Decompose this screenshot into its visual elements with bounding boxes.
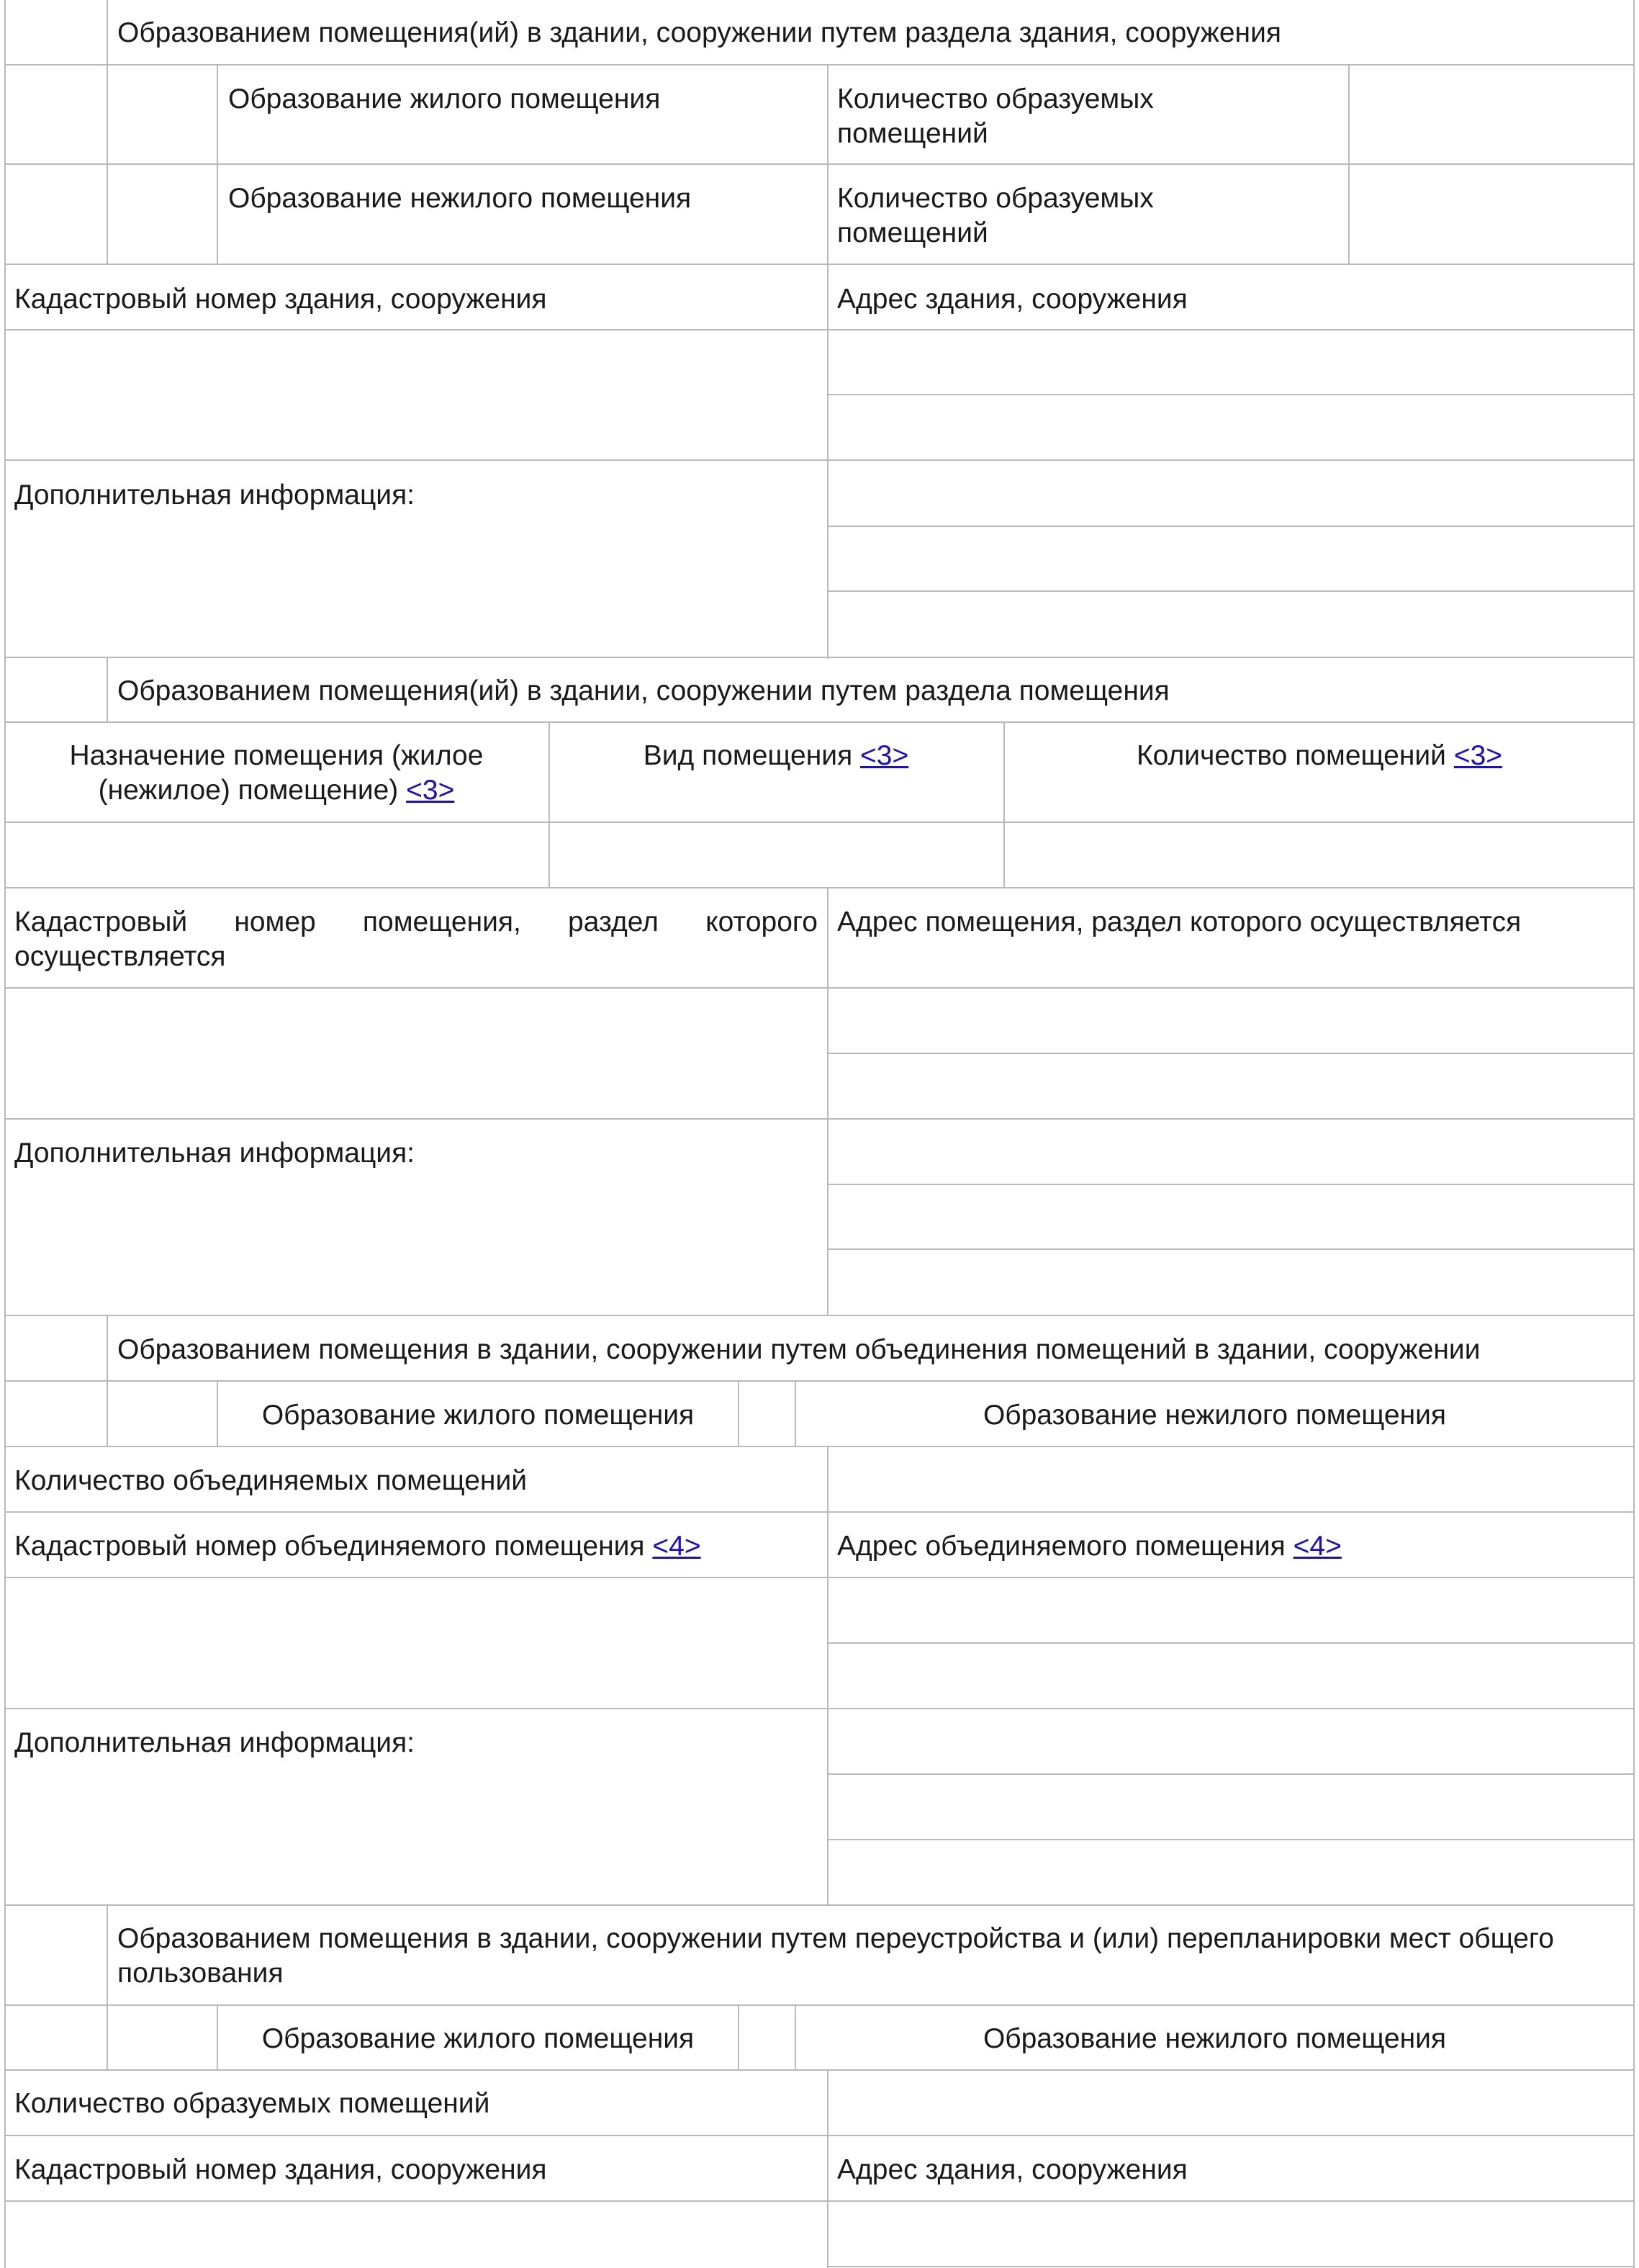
premises-address-label: Адрес помещения, раздел которого осуществляется — [837, 906, 1522, 937]
divider — [827, 887, 828, 1316]
table-border-left — [4, 0, 6, 2268]
divider — [827, 1184, 1635, 1185]
divider — [4, 459, 1635, 461]
section-common-areas-title: Образованием помещения в здании, сооружении путем переустройства и (или) перепланировки мест общего пользования — [117, 1923, 1554, 1989]
merged-cadastral-number-header — [14, 1529, 701, 1564]
divider — [827, 1773, 1635, 1775]
premises-cadastral-number-label: Кадастровый номер помещения, раздел которого осуществляется — [14, 906, 818, 972]
divider — [827, 2266, 1635, 2267]
divider — [827, 590, 1635, 592]
merged-address-label: Адрес объединяемого помещения — [837, 1531, 1286, 1562]
divider — [4, 2069, 1635, 2071]
footnote-link-4[interactable]: <4> — [1293, 1531, 1342, 1562]
divider — [4, 987, 1635, 989]
footnote-link-4[interactable]: <4> — [652, 1531, 701, 1562]
nonresidential-formation-label: Образование нежилого помещения — [983, 2023, 1447, 2054]
residential-formation-label: Образование жилого помещения — [261, 1400, 695, 1431]
nonresidential-formation-label: Образование нежилого помещения — [983, 1400, 1447, 1431]
divider — [4, 657, 1635, 658]
divider — [4, 64, 1635, 66]
divider — [827, 1446, 828, 1905]
divider — [4, 1904, 1635, 1906]
building-cadastral-number-label: Кадастровый номер здания, сооружения — [14, 284, 547, 315]
divider — [827, 2069, 828, 2268]
divider — [827, 1053, 1635, 1054]
section-premises-split-title: Образованием помещения(ий) в здании, сооружении путем раздела помещения — [117, 675, 1170, 706]
additional-info-label: Дополнительная информация: — [14, 1138, 415, 1169]
footnote-link-3[interactable]: <3> — [860, 740, 909, 771]
merged-address-header — [837, 1529, 1342, 1564]
premises-count-label: Количество помещений — [1136, 740, 1446, 771]
divider — [4, 1577, 1635, 1578]
premises-type-label: Вид помещения — [643, 740, 853, 771]
divider — [827, 1642, 1635, 1644]
premises-purpose-header — [14, 739, 538, 808]
divider — [4, 1511, 1635, 1513]
premises-count-header — [1013, 739, 1625, 773]
residential-formation-label: Образование жилого помещения — [261, 2023, 695, 2054]
footnote-link-3[interactable]: <3> — [1453, 740, 1503, 771]
table-border-right — [1633, 0, 1635, 2268]
divider — [738, 2004, 739, 2070]
divider — [4, 721, 1635, 723]
divider — [4, 1118, 1635, 1120]
building-cadastral-number-label: Кадастровый номер здания, сооружения — [14, 2154, 547, 2185]
residential-count-label: Количество образуемых помещений — [837, 84, 1154, 149]
divider — [827, 526, 1635, 527]
divider — [827, 394, 1635, 395]
building-address-label: Адрес здания, сооружения — [837, 284, 1188, 315]
divider — [4, 1446, 1635, 1447]
divider — [548, 721, 550, 888]
divider — [4, 264, 1635, 265]
divider — [4, 1708, 1635, 1709]
divider — [1003, 721, 1005, 888]
footnote-link-3[interactable]: <3> — [406, 775, 455, 806]
nonresidential-formation-label: Образование нежилого помещения — [228, 183, 692, 214]
divider — [107, 657, 108, 722]
section-merge-title: Образованием помещения в здании, сооружении путем объединения помещений в здании, сооружении — [117, 1334, 1481, 1365]
divider — [107, 1904, 108, 2070]
divider — [4, 1315, 1635, 1316]
building-address-label: Адрес здания, сооружения — [837, 2154, 1188, 2185]
premises-purpose-label: Назначение помещения (жилое (нежилое) помещение) — [69, 740, 484, 806]
divider — [738, 1380, 739, 1446]
divider — [4, 2200, 1635, 2202]
divider — [4, 822, 1635, 823]
divider — [107, 0, 108, 264]
divider — [4, 1380, 1635, 1382]
additional-info-label: Дополнительная информация: — [14, 480, 415, 510]
divider — [4, 2004, 1635, 2006]
merged-cadastral-number-label: Кадастровый номер объединяемого помещения — [14, 1531, 645, 1562]
merged-premises-count-label: Количество объединяемых помещений — [14, 1465, 528, 1496]
nonresidential-count-label: Количество образуемых помещений — [837, 183, 1154, 248]
residential-formation-label: Образование жилого помещения — [228, 84, 661, 114]
formed-premises-count-label: Количество образуемых помещений — [14, 2088, 490, 2119]
section-building-split-title: Образованием помещения(ий) в здании, сооружении путем раздела здания, сооружения — [117, 17, 1281, 48]
divider — [4, 887, 1635, 888]
divider — [827, 1248, 1635, 1250]
divider — [827, 1839, 1635, 1840]
premises-type-header — [559, 739, 993, 773]
divider — [827, 64, 828, 659]
divider — [4, 2135, 1635, 2136]
additional-info-label: Дополнительная информация: — [14, 1727, 415, 1758]
divider — [4, 163, 1635, 165]
divider — [4, 329, 1635, 330]
